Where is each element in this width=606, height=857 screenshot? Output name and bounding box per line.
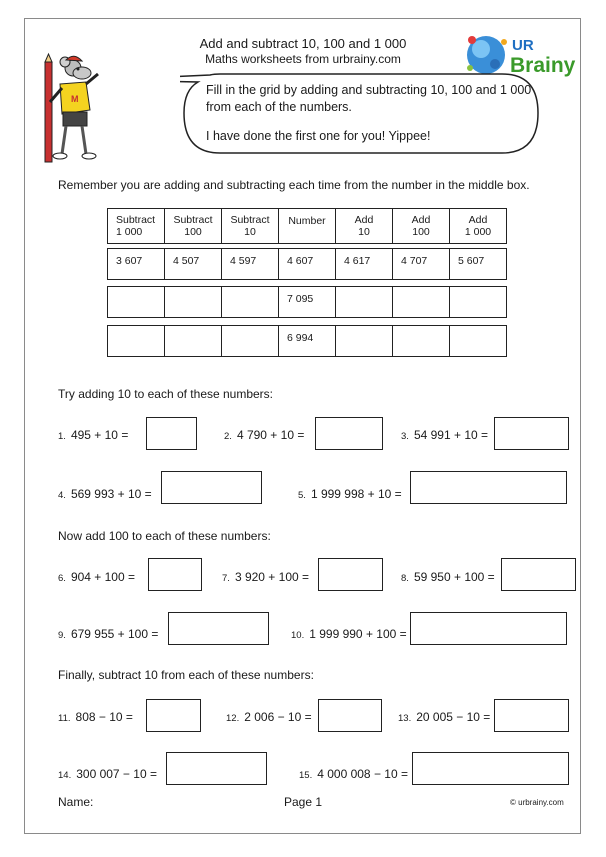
grid-answer-cell[interactable] [108, 326, 165, 357]
grid-answer-cell[interactable] [165, 287, 222, 318]
header-add-1000: Add 1 000 [450, 209, 507, 244]
question-7: 7. 3 920 + 100 = [222, 570, 310, 584]
answer-box-13[interactable] [494, 699, 569, 732]
answer-box-1[interactable] [146, 417, 197, 450]
question-3: 3. 54 991 + 10 = [401, 428, 489, 442]
worksheet-subtitle: Maths worksheets from urbrainy.com [205, 52, 401, 66]
answer-box-9[interactable] [168, 612, 269, 645]
grid-row-1 [107, 248, 507, 280]
question-10: 10. 1 999 990 + 100 = [291, 627, 407, 641]
header-add-10: Add 10 [336, 209, 393, 244]
question-11: 11. 808 − 10 = [58, 710, 133, 724]
question-4: 4. 569 993 + 10 = [58, 487, 152, 501]
grid-row-3 [107, 325, 507, 357]
answer-box-12[interactable] [318, 699, 382, 732]
grid-answer-cell[interactable] [336, 326, 393, 357]
speech-bubble-text [206, 82, 536, 145]
logo-text-top: UR [512, 37, 534, 54]
header-subtract-10: Subtract 10 [222, 209, 279, 244]
question-2: 2. 4 790 + 10 = [224, 428, 305, 442]
grid-instructions: Remember you are adding and subtracting each time from the number in the middle box. [58, 178, 530, 192]
answer-box-15[interactable] [412, 752, 569, 785]
grid-answer-cell[interactable] [165, 326, 222, 357]
grid-answer-cell[interactable] [222, 287, 279, 318]
header-subtract-1000: Subtract 1 000 [108, 209, 165, 244]
answer-box-8[interactable] [501, 558, 576, 591]
header-subtract-100: Subtract 100 [165, 209, 222, 244]
bubble-line-2: I have done the first one for you! Yippee! [206, 129, 431, 143]
question-14: 14. 300 007 − 10 = [58, 767, 157, 781]
grid-answer-cell[interactable] [450, 326, 507, 357]
svg-text:M: M [71, 94, 79, 104]
grid-cell: 3 607 [108, 249, 165, 280]
section-add-10-heading: Try adding 10 to each of these numbers: [58, 387, 274, 401]
question-15: 15. 4 000 008 − 10 = [299, 767, 408, 781]
answer-box-14[interactable] [166, 752, 267, 785]
copyright: © urbrainy.com [510, 798, 564, 807]
answer-box-7[interactable] [318, 558, 383, 591]
grid-cell: 7 095 [279, 287, 336, 318]
header-number: Number [279, 209, 336, 244]
section-add-100-heading: Now add 100 to each of these numbers: [58, 529, 271, 543]
section-subtract-10-heading: Finally, subtract 10 from each of these numbers: [58, 668, 314, 682]
grid-cell: 6 994 [279, 326, 336, 357]
grid-answer-cell[interactable] [108, 287, 165, 318]
answer-box-6[interactable] [148, 558, 202, 591]
grid-row-2 [107, 286, 507, 318]
question-13: 13. 20 005 − 10 = [398, 710, 491, 724]
grid-answer-cell[interactable] [336, 287, 393, 318]
answer-box-10[interactable] [410, 612, 567, 645]
question-12: 12. 2 006 − 10 = [226, 710, 312, 724]
logo-text-bottom: Brainy [510, 54, 576, 77]
bubble-line-1: Fill in the grid by adding and subtracting 10, 100 and 1 000 from each of the numbers. [206, 83, 532, 114]
grid-cell: 4 507 [165, 249, 222, 280]
mouse-mascot-icon [36, 52, 100, 170]
grid-cell: 4 597 [222, 249, 279, 280]
grid-answer-cell[interactable] [393, 326, 450, 357]
question-6: 6. 904 + 100 = [58, 570, 135, 584]
answer-box-4[interactable] [161, 471, 262, 504]
answer-box-2[interactable] [315, 417, 383, 450]
answer-box-3[interactable] [494, 417, 569, 450]
worksheet-title: Add and subtract 10, 100 and 1 000 [199, 36, 407, 51]
name-label: Name: [58, 795, 94, 809]
grid-cell: 5 607 [450, 249, 507, 280]
question-8: 8. 59 950 + 100 = [401, 570, 495, 584]
answer-box-5[interactable] [410, 471, 567, 504]
grid-answer-cell[interactable] [450, 287, 507, 318]
question-9: 9. 679 955 + 100 = [58, 627, 159, 641]
answer-box-11[interactable] [146, 699, 201, 732]
grid-answer-cell[interactable] [393, 287, 450, 318]
question-1: 1. 495 + 10 = [58, 428, 129, 442]
grid-header [107, 208, 507, 244]
grid-cell: 4 707 [393, 249, 450, 280]
grid-answer-cell[interactable] [222, 326, 279, 357]
page-number: Page 1 [284, 795, 323, 809]
question-5: 5. 1 999 998 + 10 = [298, 487, 402, 501]
grid-cell: 4 617 [336, 249, 393, 280]
header-add-100: Add 100 [393, 209, 450, 244]
grid-cell: 4 607 [279, 249, 336, 280]
